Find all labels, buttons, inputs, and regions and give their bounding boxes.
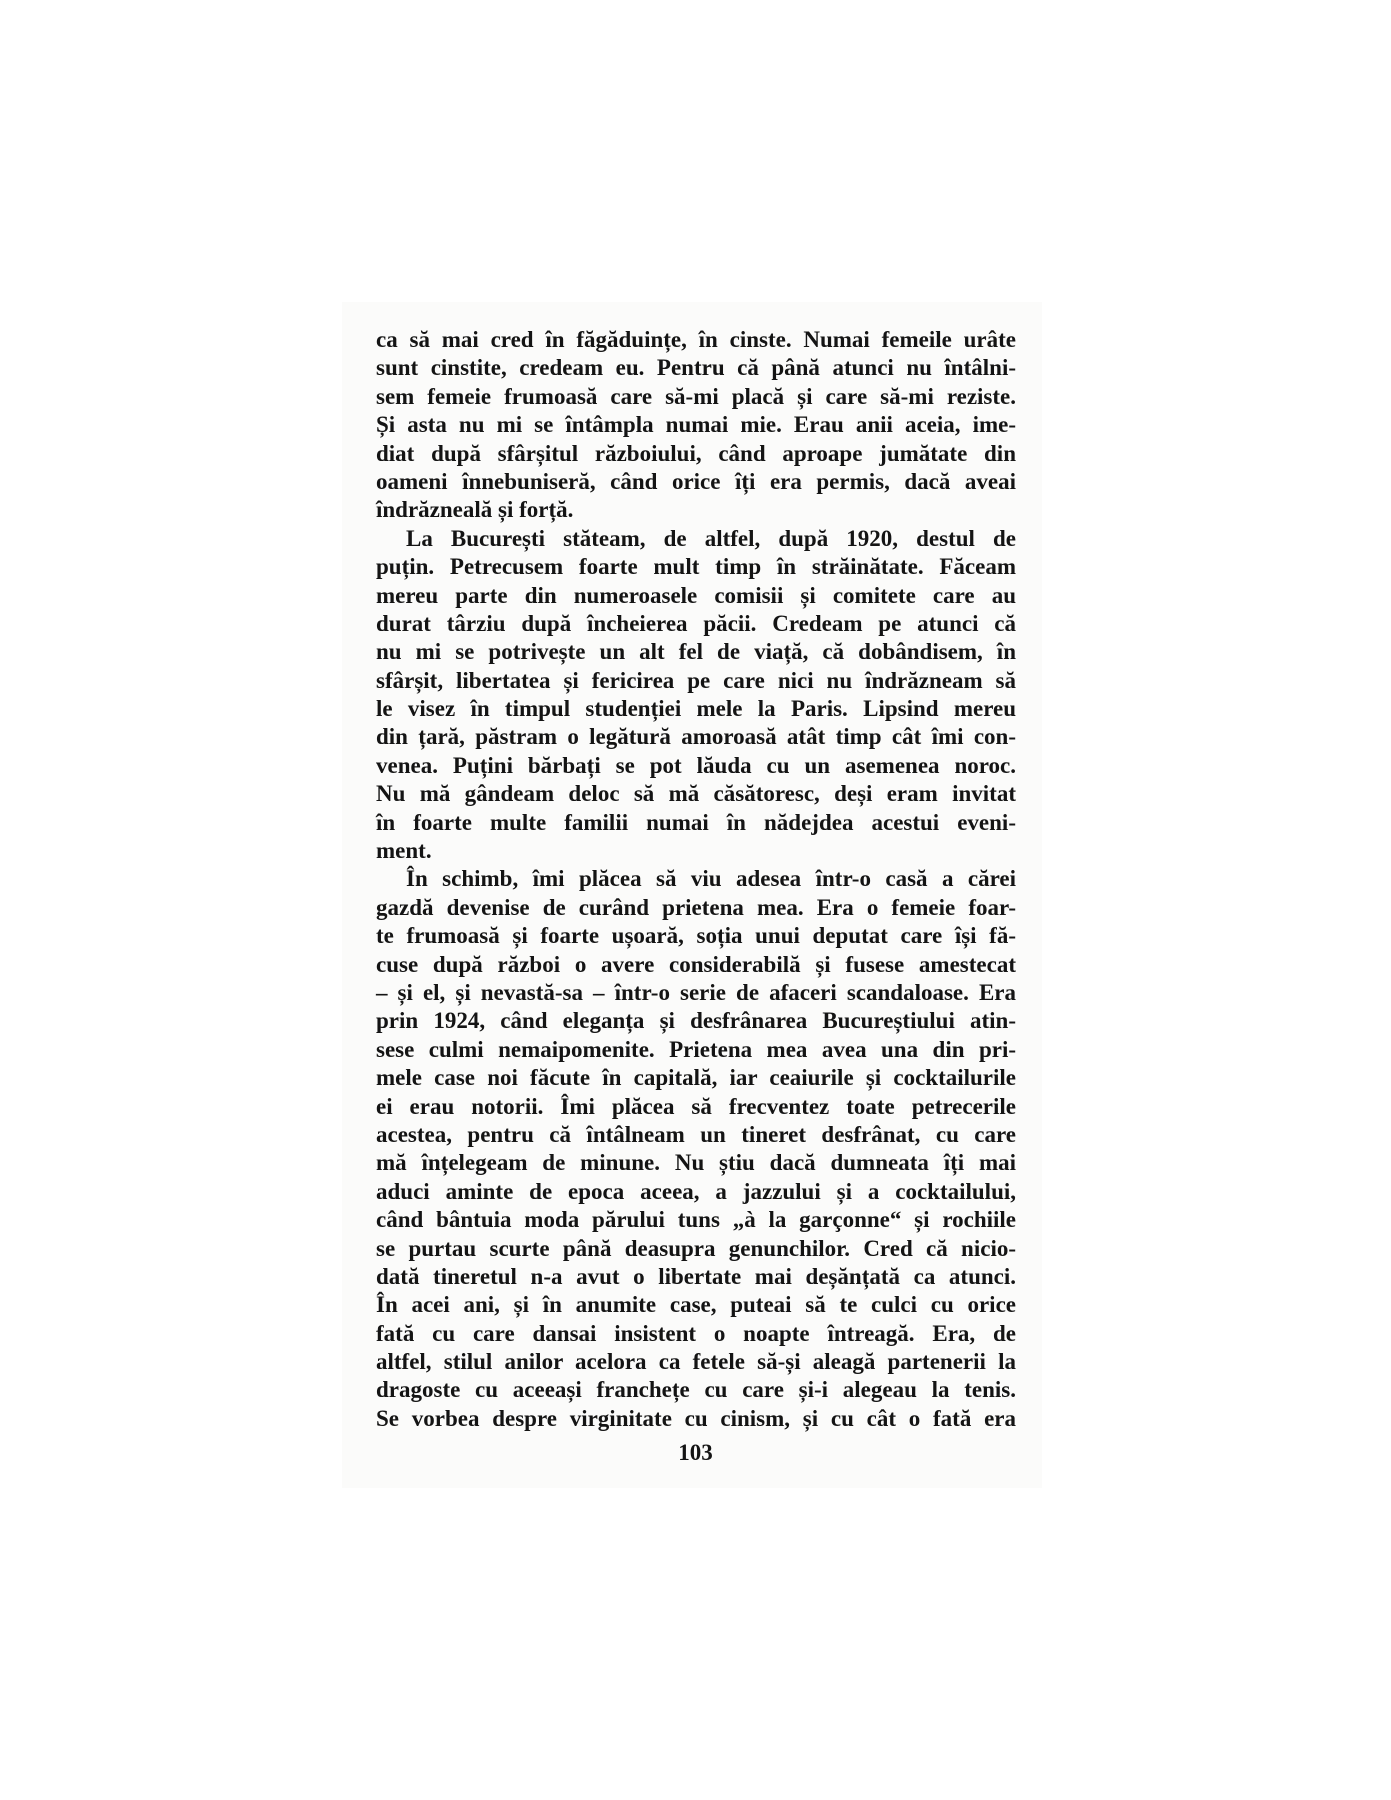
body-text [376, 326, 1016, 1433]
text-line: dragoste cu aceeași franchețe cu care și-i alegeau la tenis. [376, 1377, 1016, 1403]
text-line: altfel, stilul anilor acelora ca fetele să-și aleagă partenerii la [376, 1349, 1016, 1375]
text-line: se purtau scurte până deasupra genunchilor. Cred că nicio- [376, 1235, 1016, 1261]
text-line: diat după sfârșitul războiului, când aproape jumătate din [376, 440, 1016, 466]
text-line: te frumoasă și foarte ușoară, soția unui deputat care își fă- [376, 923, 1016, 949]
text-line: ei erau notorii. Îmi plăcea să frecventez toate petrecerile [376, 1093, 1016, 1119]
text-line: Se vorbea despre virginitate cu cinism, și cu cât o fată era [376, 1405, 1016, 1431]
text-line: sfârșit, libertatea și fericirea pe care nici nu îndrăzneam să [376, 667, 1016, 693]
text-line: La București stăteam, de altfel, după 1920, destul de [406, 525, 1016, 551]
text-line: sese culmi nemaipomenite. Prietena mea avea una din pri- [376, 1036, 1016, 1062]
text-line: aduci aminte de epoca aceea, a jazzului și a cocktailului, [376, 1178, 1016, 1204]
text-line: puțin. Petrecusem foarte mult timp în străinătate. Făceam [376, 554, 1016, 580]
text-line: – și el, și nevastă-sa – într-o serie de afaceri scandaloase. Era [376, 979, 1016, 1005]
text-line: nu mi se potrivește un alt fel de viață, că dobândisem, în [376, 639, 1016, 665]
text-line: fată cu care dansai insistent o noapte întreagă. Era, de [376, 1320, 1016, 1346]
paragraph [376, 326, 1016, 525]
text-line: ca să mai cred în făgăduințe, în cinste. Numai femeile urâte [376, 327, 1016, 352]
paragraph [376, 865, 1016, 1433]
text-line: mă înțelegeam de minune. Nu știu dacă dumneata îți mai [376, 1150, 1016, 1176]
text-line: Nu mă gândeam deloc să mă căsătoresc, deși eram invitat [376, 781, 1016, 807]
text-line: din țară, păstram o legătură amoroasă atât timp cât îmi con- [376, 724, 1016, 750]
text-line: acestea, pentru că întâlneam un tineret desfrânat, cu care [376, 1121, 1016, 1147]
page-number: 103 [678, 1440, 713, 1465]
text-line: când bântuia moda părului tuns „à la garçonne“ și rochiile [376, 1207, 1016, 1233]
text-line: În acei ani, și în anumite case, puteai să te culci cu orice [376, 1292, 1016, 1318]
text-line: gazdă devenise de curând prietena mea. Era o femeie foar- [376, 894, 1016, 920]
text-line: sem femeie frumoasă care să-mi placă și care să-mi reziste. [376, 383, 1016, 409]
text-line: În schimb, îmi plăcea să viu adesea într-o casă a cărei [406, 866, 1016, 892]
text-line: Și asta nu mi se întâmpla numai mie. Erau anii aceia, ime- [376, 412, 1016, 438]
text-line: în foarte multe familii numai în nădejdea acestui eveni- [376, 809, 1016, 835]
text-line: cuse după război o avere considerabilă și fusese amestecat [376, 951, 1016, 977]
text-line: sunt cinstite, credeam eu. Pentru că până atunci nu întâlni- [376, 355, 1016, 381]
text-line: ment. [376, 838, 432, 864]
text-line: le visez în timpul studenției mele la Paris. Lipsind mereu [376, 696, 1016, 722]
text-line: venea. Puțini bărbați se pot lăuda cu un asemenea noroc. [376, 752, 1016, 778]
text-line: oameni înnebuniseră, când orice îți era permis, dacă aveai [376, 468, 1016, 494]
text-line: îndrăzneală și forță. [376, 497, 574, 523]
paragraph [376, 525, 1016, 866]
text-line: mereu parte din numeroasele comisii și comitete care au [376, 582, 1016, 608]
text-line: prin 1924, când eleganța și desfrânarea Bucureștiului atin- [376, 1008, 1016, 1034]
text-line: dată tineretul n-a avut o libertate mai deșănțată ca atunci. [376, 1263, 1016, 1289]
text-line: durat târziu după încheierea păcii. Credeam pe atunci că [376, 610, 1016, 636]
text-line: mele case noi făcute în capitală, iar ceaiurile și cocktailurile [376, 1065, 1016, 1091]
